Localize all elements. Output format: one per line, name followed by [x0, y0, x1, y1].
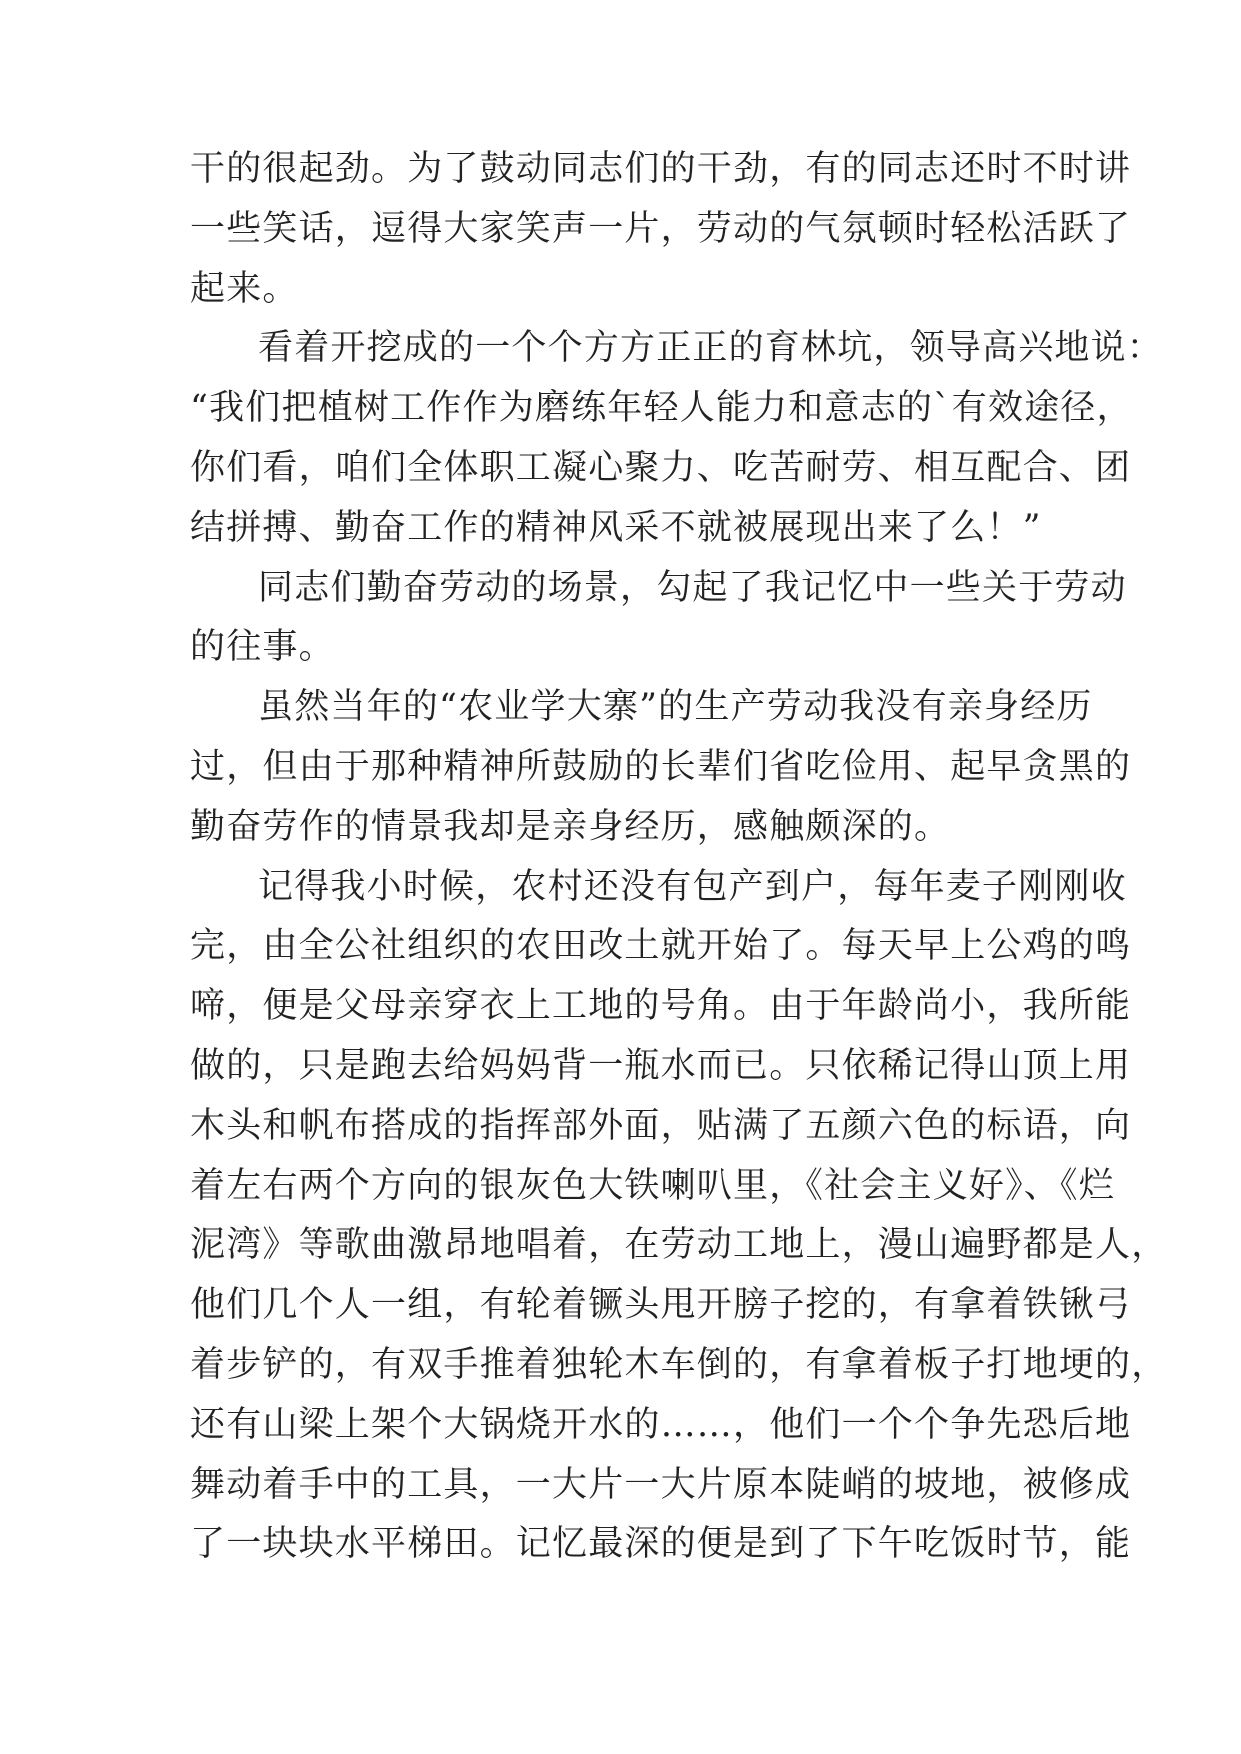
text-line: 泥湾》等歌曲激昂地唱着，在劳动工地上，漫山遍野都是人，	[190, 1225, 1168, 1266]
text-line: 看着开挖成的一个个方方正正的育林坑，领导高兴地说：	[258, 328, 1164, 369]
text-line: 的往事。	[190, 627, 335, 668]
document-body	[190, 140, 1168, 1575]
text-line: 了一块块水平梯田。记忆最深的便是到了下午吃饭时节，能	[190, 1524, 1132, 1565]
text-line: 还有山梁上架个大锅烧开水的……，他们一个个争先恐后地	[190, 1404, 1132, 1445]
text-line: 同志们勤奋劳动的场景，勾起了我记忆中一些关于劳动	[258, 567, 1127, 608]
text-line: 舞动着手中的工具，一大片一大片原本陡峭的坡地，被修成	[190, 1464, 1132, 1505]
text-line: 做的，只是跑去给妈妈背一瓶水而已。只依稀记得山顶上用	[190, 1045, 1132, 1086]
text-line: 木头和帆布搭成的指挥部外面，贴满了五颜六色的标语，向	[190, 1105, 1132, 1146]
text-line: 一些笑话，逗得大家笑声一片，劳动的气氛顿时轻松活跃了	[190, 208, 1132, 249]
text-line: 完，由全公社组织的农田改土就开始了。每天早上公鸡的鸣	[190, 926, 1132, 967]
text-line: 啼，便是父母亲穿衣上工地的号角。由于年龄尚小，我所能	[190, 986, 1132, 1027]
text-line: 干的很起劲。为了鼓动同志们的干劲，有的同志还时不时讲	[190, 149, 1132, 189]
text-line: 过，但由于那种精神所鼓励的长辈们省吃俭用、起早贪黑的	[190, 746, 1132, 787]
text-line: 结拼搏、勤奋工作的精神风采不就被展现出来了么！”	[190, 507, 1042, 548]
text-line: 勤奋劳作的情景我却是亲身经历，感触颇深的。	[190, 806, 951, 847]
text-line: 起来。	[190, 268, 299, 309]
text-line: 你们看，咱们全体职工凝心聚力、吃苦耐劳、相互配合、团	[190, 447, 1132, 488]
text-line: 记得我小时候，农村还没有包产到户，每年麦子刚刚收	[258, 866, 1127, 907]
text-line: 着步铲的，有双手推着独轮木车倒的，有拿着板子打地埂的，	[190, 1344, 1168, 1385]
text-line: 虽然当年的“农业学大寨”的生产劳动我没有亲身经历	[258, 687, 1093, 728]
text-line: 着左右两个方向的银灰色大铁喇叭里，《社会主义好》、《烂	[190, 1165, 1115, 1206]
text-line: 他们几个人一组，有轮着镢头甩开膀子挖的，有拿着铁锹弓	[190, 1285, 1132, 1326]
text-line: “我们把植树工作作为磨练年轻人能力和意志的`有效途径，	[190, 388, 1133, 429]
